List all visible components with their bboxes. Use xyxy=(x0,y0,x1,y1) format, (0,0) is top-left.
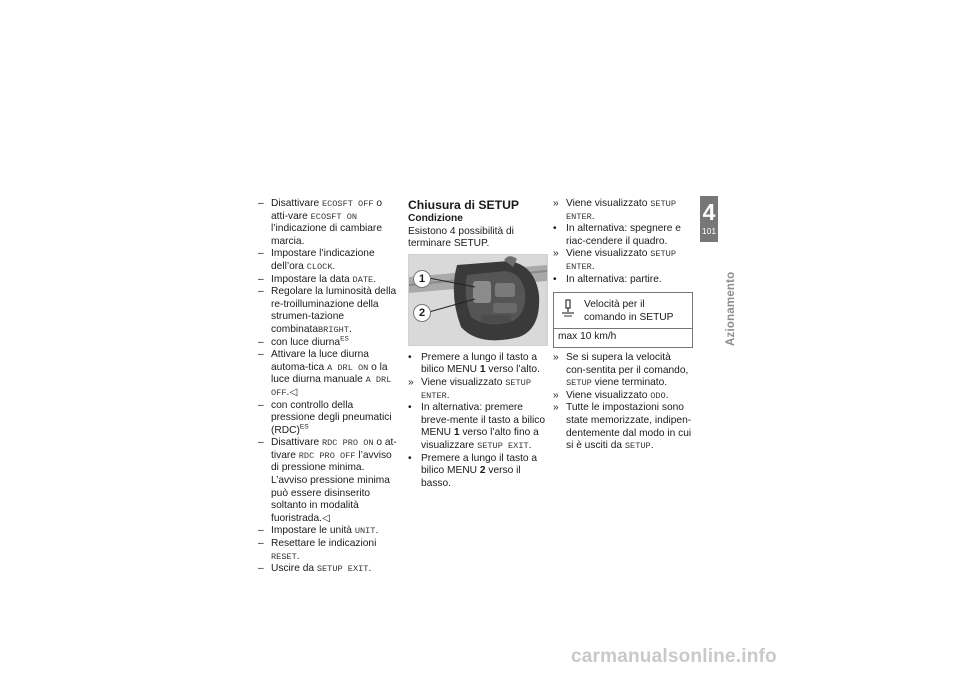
list-marker: » xyxy=(553,389,559,401)
list-marker: • xyxy=(553,273,557,285)
exit-result-list xyxy=(553,352,693,453)
text-run: Premere a lungo il tasto a bilico MENU xyxy=(421,351,538,376)
list-marker: – xyxy=(258,563,264,575)
text-run: Impostare l’indicazione dell’ora xyxy=(271,248,375,272)
list-marker: • xyxy=(408,402,412,414)
list-marker: » xyxy=(553,198,559,209)
list-item xyxy=(258,525,400,538)
list-item xyxy=(408,402,550,452)
text-run: o la luce diurna manuale xyxy=(271,361,388,386)
display-code: CLOCK xyxy=(306,261,333,272)
menu-rocker-switch xyxy=(473,281,491,303)
text-run: Disattivare xyxy=(271,198,322,209)
text-run: Viene visualizzato xyxy=(566,198,651,209)
text-run: . xyxy=(332,260,336,272)
speed-sensor-icon xyxy=(560,299,576,317)
list-item xyxy=(553,402,693,452)
list-item xyxy=(553,198,693,223)
list-marker: – xyxy=(258,336,264,348)
exit-steps-list-continued xyxy=(553,198,693,286)
text-run: . xyxy=(591,260,595,272)
list-item xyxy=(258,337,400,350)
display-code: SETUP xyxy=(624,441,651,452)
list-item xyxy=(408,352,550,377)
display-code: DATE xyxy=(352,274,374,285)
list-item xyxy=(258,274,400,287)
display-code: A DRL OFF xyxy=(271,375,392,398)
text-run: Tutte le impostazioni sono state memorizzate, indipen-dentemente dal modo in cui si è usciti da xyxy=(566,402,692,452)
list-marker: – xyxy=(258,538,264,550)
list-item xyxy=(553,274,693,287)
text-run: verso l’alto fino a visualizzare xyxy=(421,427,539,451)
text-run: .◁ xyxy=(286,386,298,398)
text-run: . xyxy=(591,210,595,222)
handlebar-switch-figure xyxy=(408,254,548,346)
exit-steps-list xyxy=(408,352,550,491)
text-run: con luce diurna xyxy=(271,336,341,348)
text-run: In alternativa: partire. xyxy=(566,273,662,285)
text-run: . xyxy=(375,525,379,537)
callout-1: 1 xyxy=(413,270,431,288)
text-run: Premere a lungo il tasto a bilico MENU xyxy=(421,452,538,477)
text-run: Regolare la luminosità della re-troilluminazione della strumen-tazione combinata xyxy=(271,286,397,335)
text-run: verso il basso. xyxy=(421,465,521,489)
list-marker: • xyxy=(553,223,557,235)
list-marker: – xyxy=(258,437,264,449)
display-code: RESET xyxy=(271,551,297,562)
display-code: RDC PRO ON xyxy=(321,438,374,449)
callout-2: 2 xyxy=(413,304,431,322)
list-marker: » xyxy=(553,248,559,260)
text-run: o atti-vare xyxy=(271,198,383,222)
list-marker: – xyxy=(258,399,264,411)
text-run: ES xyxy=(299,423,309,431)
text-run: ES xyxy=(340,335,349,343)
chapter-number: 4 xyxy=(702,199,716,225)
text-run: . xyxy=(296,550,300,562)
list-item xyxy=(258,248,400,273)
text-run: l’avviso di pressione minima. L’avviso pressione minima può essere disinserito soltanto in modalità fuoristrada.◁ xyxy=(271,449,392,524)
list-item xyxy=(553,223,693,248)
list-marker: – xyxy=(258,248,264,260)
display-code: SETUP EXIT xyxy=(477,440,529,451)
list-marker: » xyxy=(408,376,414,388)
column-2 xyxy=(408,198,550,490)
list-marker: – xyxy=(258,198,264,209)
intro-text: Esistono 4 possibilità di terminare SETUP. xyxy=(408,225,514,250)
display-code: ECOSFT OFF xyxy=(321,199,374,209)
watermark: carmanualsonline.info xyxy=(571,646,777,667)
text-run: Impostare le unità xyxy=(271,525,355,537)
list-item xyxy=(258,400,400,438)
speed-note-text: Velocità per il comando in SETUP xyxy=(584,299,674,323)
text-run: Impostare la data xyxy=(271,273,353,285)
text-run: verso l’alto. xyxy=(485,364,540,376)
text-run: In alternativa: premere breve-mente il tasto a bilico MENU xyxy=(421,402,546,439)
text-run: Uscire da xyxy=(271,563,317,575)
text-run: viene terminato. xyxy=(591,377,668,389)
list-marker: » xyxy=(553,351,559,363)
display-code: ODO xyxy=(650,390,666,401)
display-code: UNIT xyxy=(354,526,376,537)
text-run: Disattivare xyxy=(271,437,322,449)
text-run: . xyxy=(665,389,669,401)
setup-options-list xyxy=(258,198,400,576)
display-code: RDC PRO OFF xyxy=(298,450,356,461)
text-run: con controllo della pressione degli pneumatici (RDC) xyxy=(271,399,392,436)
list-item xyxy=(408,453,550,491)
list-item xyxy=(258,286,400,336)
text-run: o at-tivare xyxy=(271,437,397,461)
text-run: In alternativa: spegnere e riac-cendere il quadro. xyxy=(566,223,681,247)
text-run: Se si supera la velocità con-sentita per il comando, xyxy=(566,351,689,376)
list-item xyxy=(258,437,400,525)
list-marker: • xyxy=(408,452,412,464)
display-code: SETUP EXIT xyxy=(316,564,369,575)
text-run: Viene visualizzato xyxy=(566,389,651,401)
list-marker: • xyxy=(408,351,412,363)
list-item xyxy=(553,390,693,403)
list-marker: » xyxy=(553,402,559,414)
text-run: . xyxy=(446,389,450,401)
chapter-title: Azionamento xyxy=(725,271,737,346)
text-run: Viene visualizzato xyxy=(421,376,506,388)
text-run: . xyxy=(373,273,377,285)
text-run: Resettare le indicazioni xyxy=(271,538,377,550)
text-run: 1 xyxy=(479,364,486,376)
column-1 xyxy=(258,198,400,576)
display-code: BRIGHT xyxy=(318,324,349,335)
speed-note-box xyxy=(553,292,693,348)
display-code: A DRL ON xyxy=(327,362,369,373)
list-item xyxy=(553,352,693,390)
handlebar-illustration xyxy=(409,255,547,345)
page-number: 101 xyxy=(701,226,717,236)
condition-heading: Condizione xyxy=(408,213,463,224)
list-item xyxy=(408,377,550,402)
display-code: SETUP ENTER xyxy=(566,249,676,272)
text-run: . xyxy=(650,440,654,452)
column-3 xyxy=(553,198,693,453)
text-run: 2 xyxy=(479,465,486,477)
section-title: Chiusura di SETUP xyxy=(408,198,520,212)
list-item xyxy=(258,349,400,399)
list-marker: – xyxy=(258,349,264,361)
list-item xyxy=(258,198,400,248)
text-run: . xyxy=(528,439,532,451)
display-code: SETUP xyxy=(566,378,592,389)
list-item xyxy=(553,248,693,273)
text-run: 1 xyxy=(453,427,460,439)
list-item xyxy=(258,563,400,576)
display-code: SETUP ENTER xyxy=(566,199,676,222)
chapter-tab xyxy=(700,196,718,242)
display-code: SETUP ENTER xyxy=(421,377,531,401)
list-marker: – xyxy=(258,273,264,285)
text-run: Viene visualizzato xyxy=(566,248,651,260)
list-marker: – xyxy=(258,286,264,298)
text-run: Attivare la luce diurna automa-tica xyxy=(271,349,369,373)
text-run: l’indicazione di cambiare marcia. xyxy=(271,223,382,247)
speed-note-value: max 10 km/h xyxy=(558,331,617,343)
text-run: . xyxy=(348,323,352,335)
text-run: . xyxy=(368,563,372,575)
display-code: ECOSFT ON xyxy=(310,211,358,222)
list-item xyxy=(258,538,400,563)
list-marker: – xyxy=(258,525,264,537)
